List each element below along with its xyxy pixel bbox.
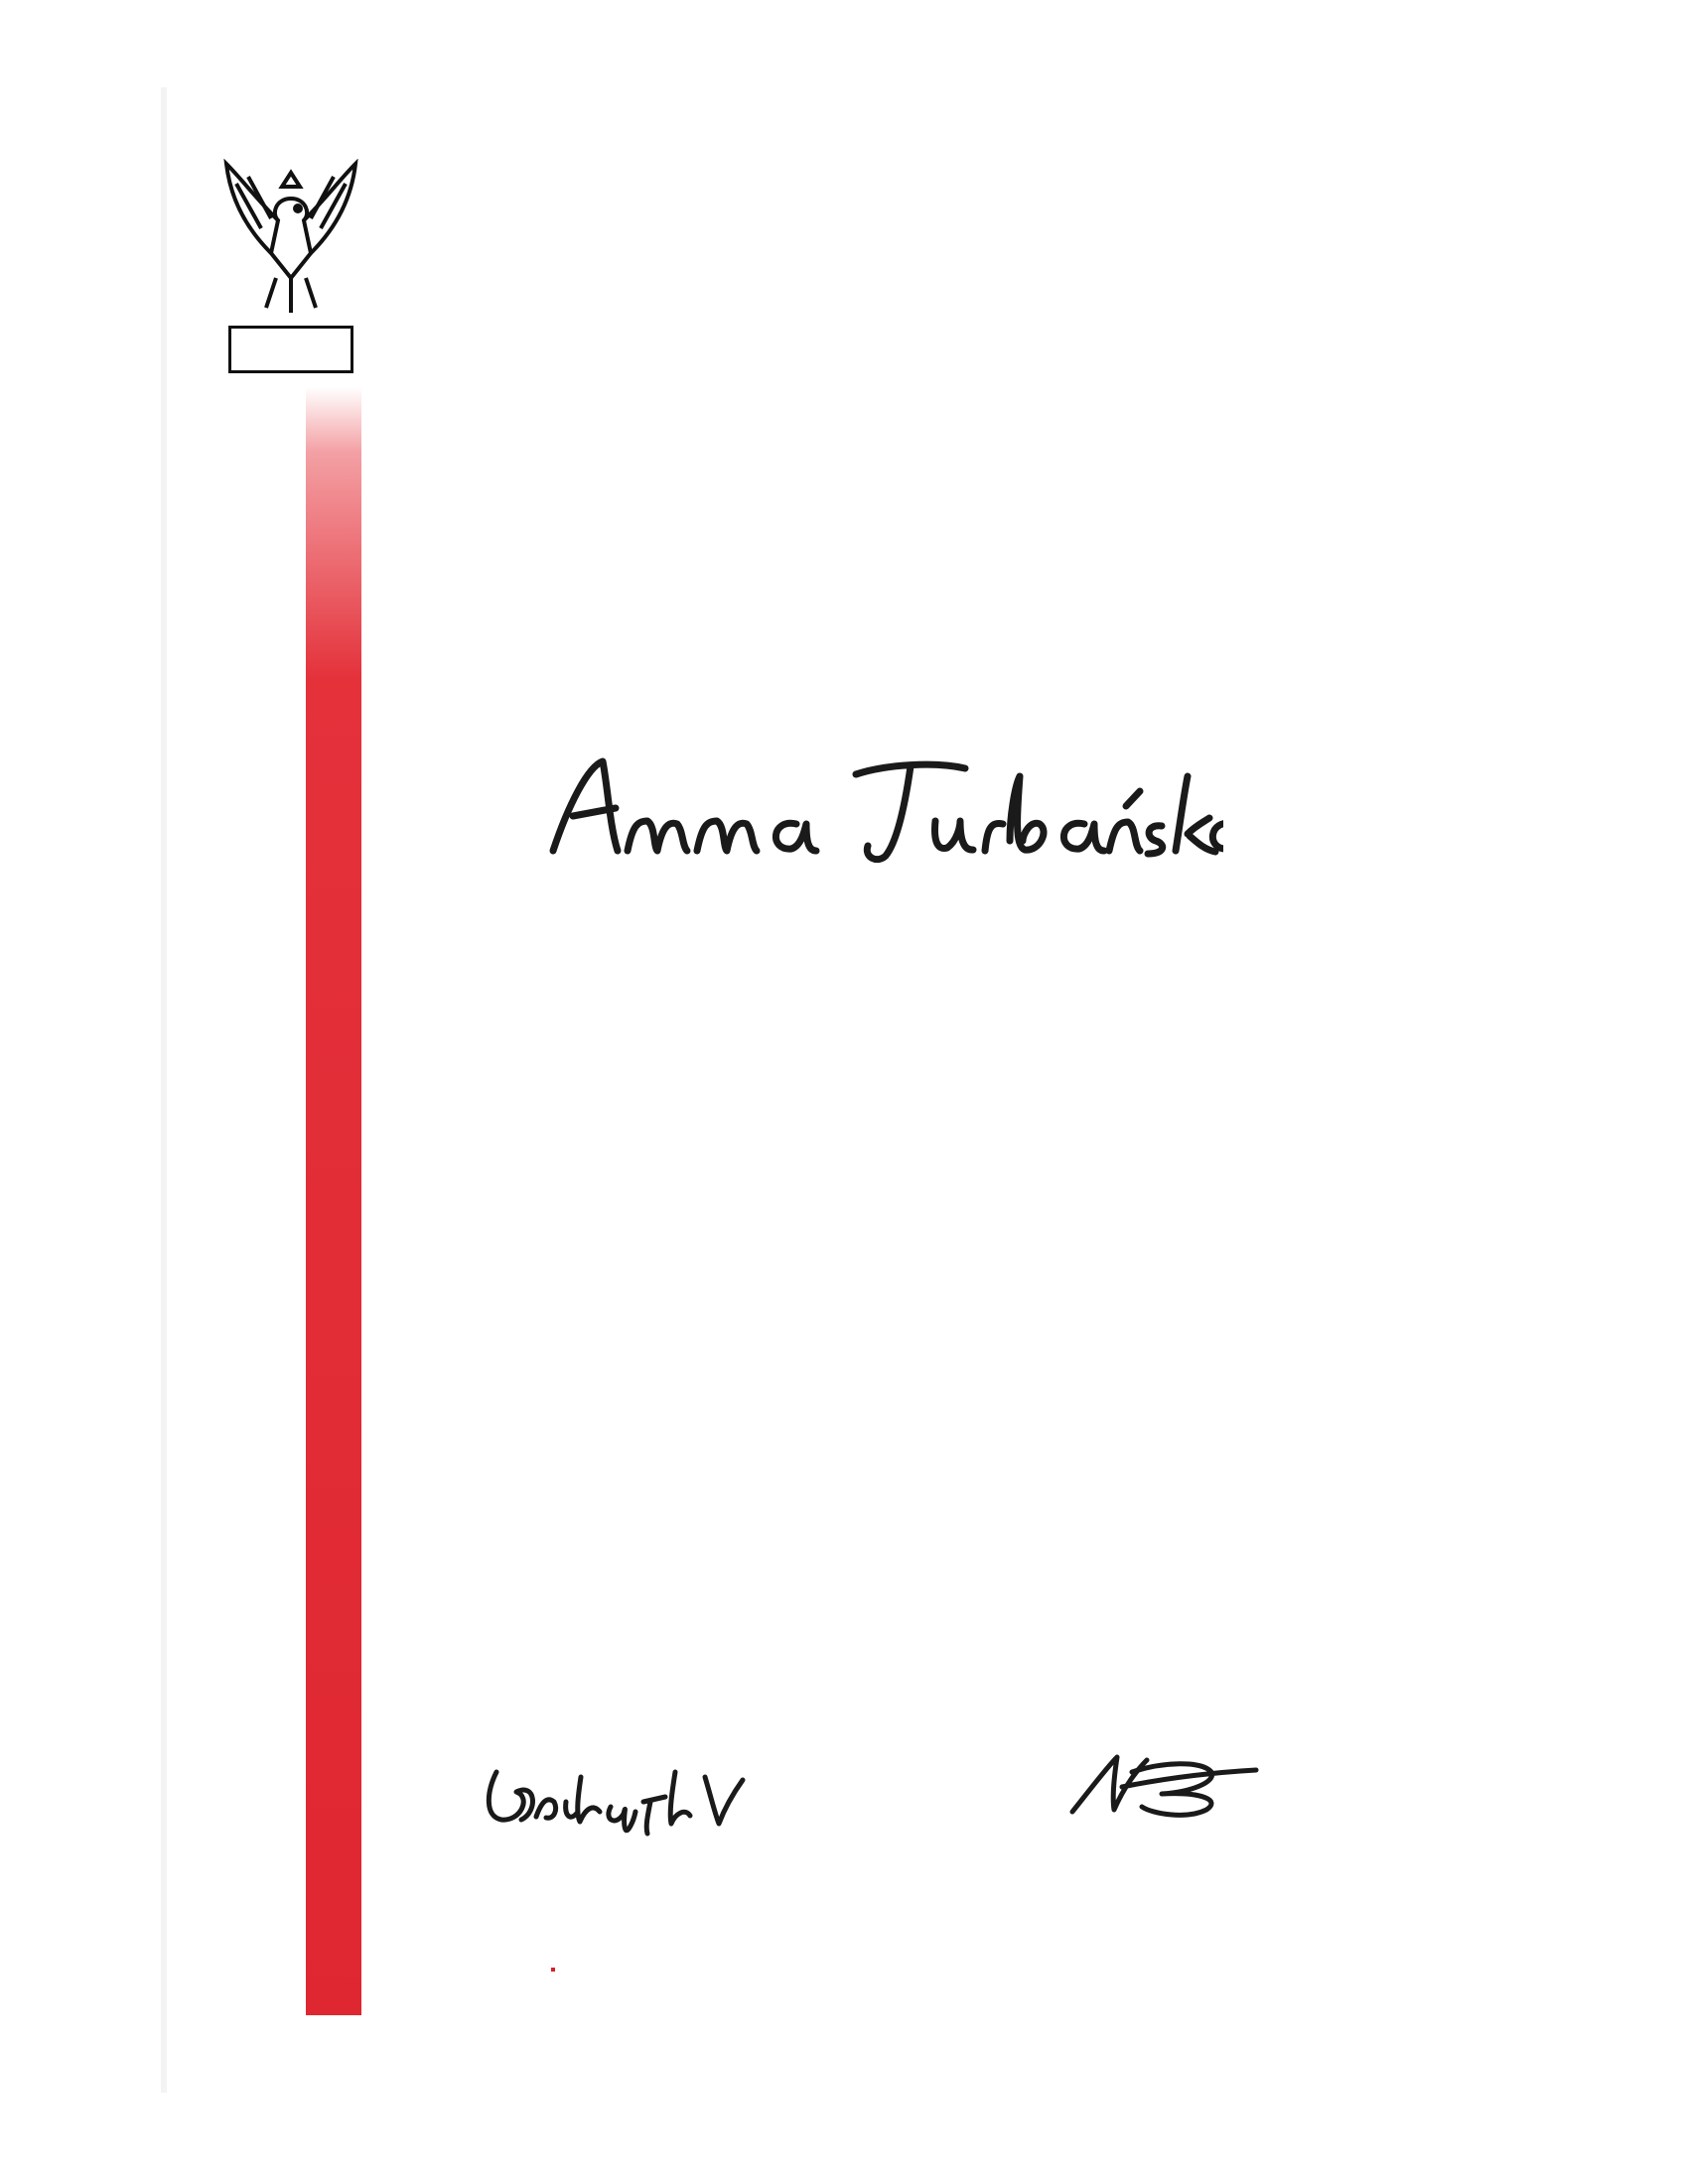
recipient-name-handwritten (548, 747, 1223, 866)
signature-right (1062, 1742, 1261, 1822)
motto-vertical (280, 784, 330, 1638)
body-text (443, 884, 1338, 895)
signature-left (477, 1742, 774, 1837)
eagle-icon (216, 159, 365, 323)
certificate-sheet (161, 87, 1511, 2093)
zzwp-badge (228, 326, 353, 373)
bottom-logo-row (551, 1926, 555, 2005)
sheet-edge (161, 87, 167, 2093)
zzwp-emblem (216, 159, 365, 382)
fssm-logo (551, 1960, 555, 1972)
